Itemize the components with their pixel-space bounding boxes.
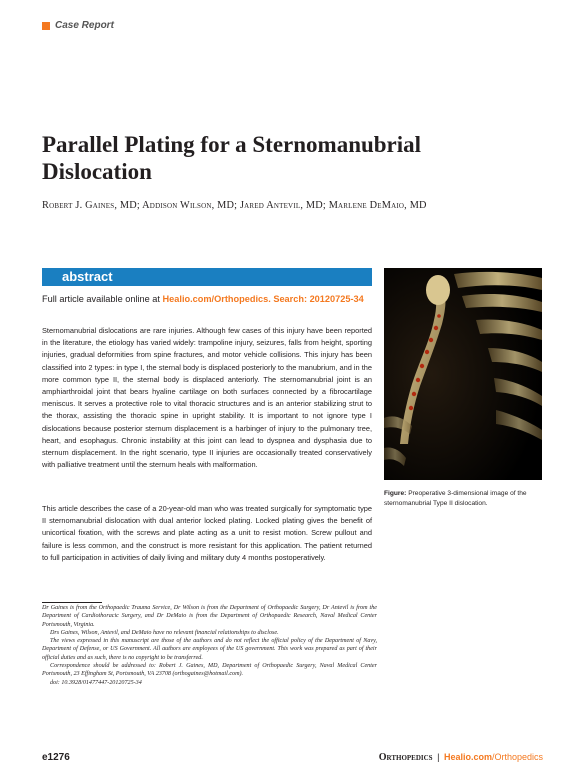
abstract-header-bar xyxy=(42,268,372,286)
full-article-link[interactable]: Healio.com/Orthopedics. Search: 20120725-34 xyxy=(162,294,364,304)
section-label-text: Case Report xyxy=(55,20,114,31)
page-number: e1276 xyxy=(42,752,70,763)
footnote-divider xyxy=(42,602,102,603)
full-article-note xyxy=(42,294,364,304)
footnote-disclosure: Drs Gaines, Wilson, Antevil, and DeMaio have no relevant financial relationships to disclose. xyxy=(50,629,279,636)
footnotes xyxy=(42,604,377,687)
figure-caption-text: Preoperative 3-dimensional image of the sternomanubrial Type II dislocation. xyxy=(384,490,527,507)
section-label xyxy=(42,20,114,31)
sternum-3d-render xyxy=(384,268,542,480)
journal-name: Orthopedics xyxy=(378,752,433,763)
figure-caption xyxy=(384,489,544,508)
author-list: Robert J. Gaines, MD; Addison Wilson, MD; Jared Antevil, MD; Marlene DeMaio, MD xyxy=(42,200,427,211)
orange-square-icon xyxy=(42,22,50,30)
figure-caption-label: Figure: xyxy=(384,490,407,497)
footnote-affiliations: Dr Gaines is from the Orthopaedic Trauma Service, Dr Wilson is from the Department of Orthopaedic Surgery, Dr Antevil is from the Department of Cardiothoracic Surgery, and Dr DeMaio is from the Department of Orthopaedic Research, Naval Medical Center Portsmouth, Virginia. xyxy=(42,605,377,628)
orthopedics-link[interactable]: /Orthopedics xyxy=(491,752,543,762)
ct-3d-figure-image xyxy=(384,268,542,480)
footer-separator: | xyxy=(437,752,440,762)
footnote-doi: doi: 10.3928/01477447-20120725-34 xyxy=(50,679,142,686)
abstract-label: abstract xyxy=(62,269,113,284)
journal-footer xyxy=(379,752,543,763)
full-article-prefix: Full article available online at xyxy=(42,294,163,304)
footnote-disclaimer: The views expressed in this manuscript are those of the authors and do not reflect the official policy of the Department of Navy, Department of Defense, or US Government. All authors are employees of the US government. This work was prepared as part of their official duties and as such, there is no copyright to be transferred. xyxy=(42,638,377,661)
footnote-correspondence: Correspondence should be addressed to: Robert J. Gaines, MD, Department of Orthopaedic Surgery, Naval Medical Center Portsmouth, 23 Effingham St, Portsmouth, VA 23708 (orthogaines@hotmail.com). xyxy=(42,663,377,678)
article-title: Parallel Plating for a Sternomanubrial Dislocation xyxy=(42,132,422,184)
healio-link[interactable]: Healio.com xyxy=(443,752,492,762)
abstract-paragraph-2: This article describes the case of a 20-year-old man who was treated surgically for symptomatic type II sternomanubrial dislocation with dual anterior locked plating. Locked plating gives the benefit of unicortical fixation, with the screws and plate acting as a unit to resist motion. Screw pullout and failure is less common, and the construct is more resistant for this application. The patient returned to full participation in activities of daily living and military duty 4 months postoperatively. xyxy=(42,504,372,562)
abstract-paragraph-1: Sternomanubrial dislocations are rare injuries. Although few cases of this injury have been reported in the literature, the etiology has varied widely: trampoline injury, seizures, falls from height, sporting injuries, gradual deformities from spine fractures, and motor vehicle collisions. This injury has been classified into 2 types: in type I, the sternal body is displaced posteriorly to the manubrium, and in the more common type II, the sternal body is displaced anteriorly. The sternomanubrial joint is an amphiarthroidal joint that bears hyaline cartilage on both surfaces connected by a fibrocartilage meniscus. It serves a protective role to vital thoracic structures and is an anterior stabilizing strut to the thorax, assisting the thoracic spine in upright stability. It is important to not ignore type I dislocations because posterior sternum displacement is a harbinger of injury to the pulmonary tree, heart, and esophagus. Chronic instability at this joint can lead to dyspnea and dysphasia due to sternum displacement. In the right scenario, type II injuries are occasionally treated conservatively with palliative treatment until the sternum heals with malformation. xyxy=(42,326,372,470)
